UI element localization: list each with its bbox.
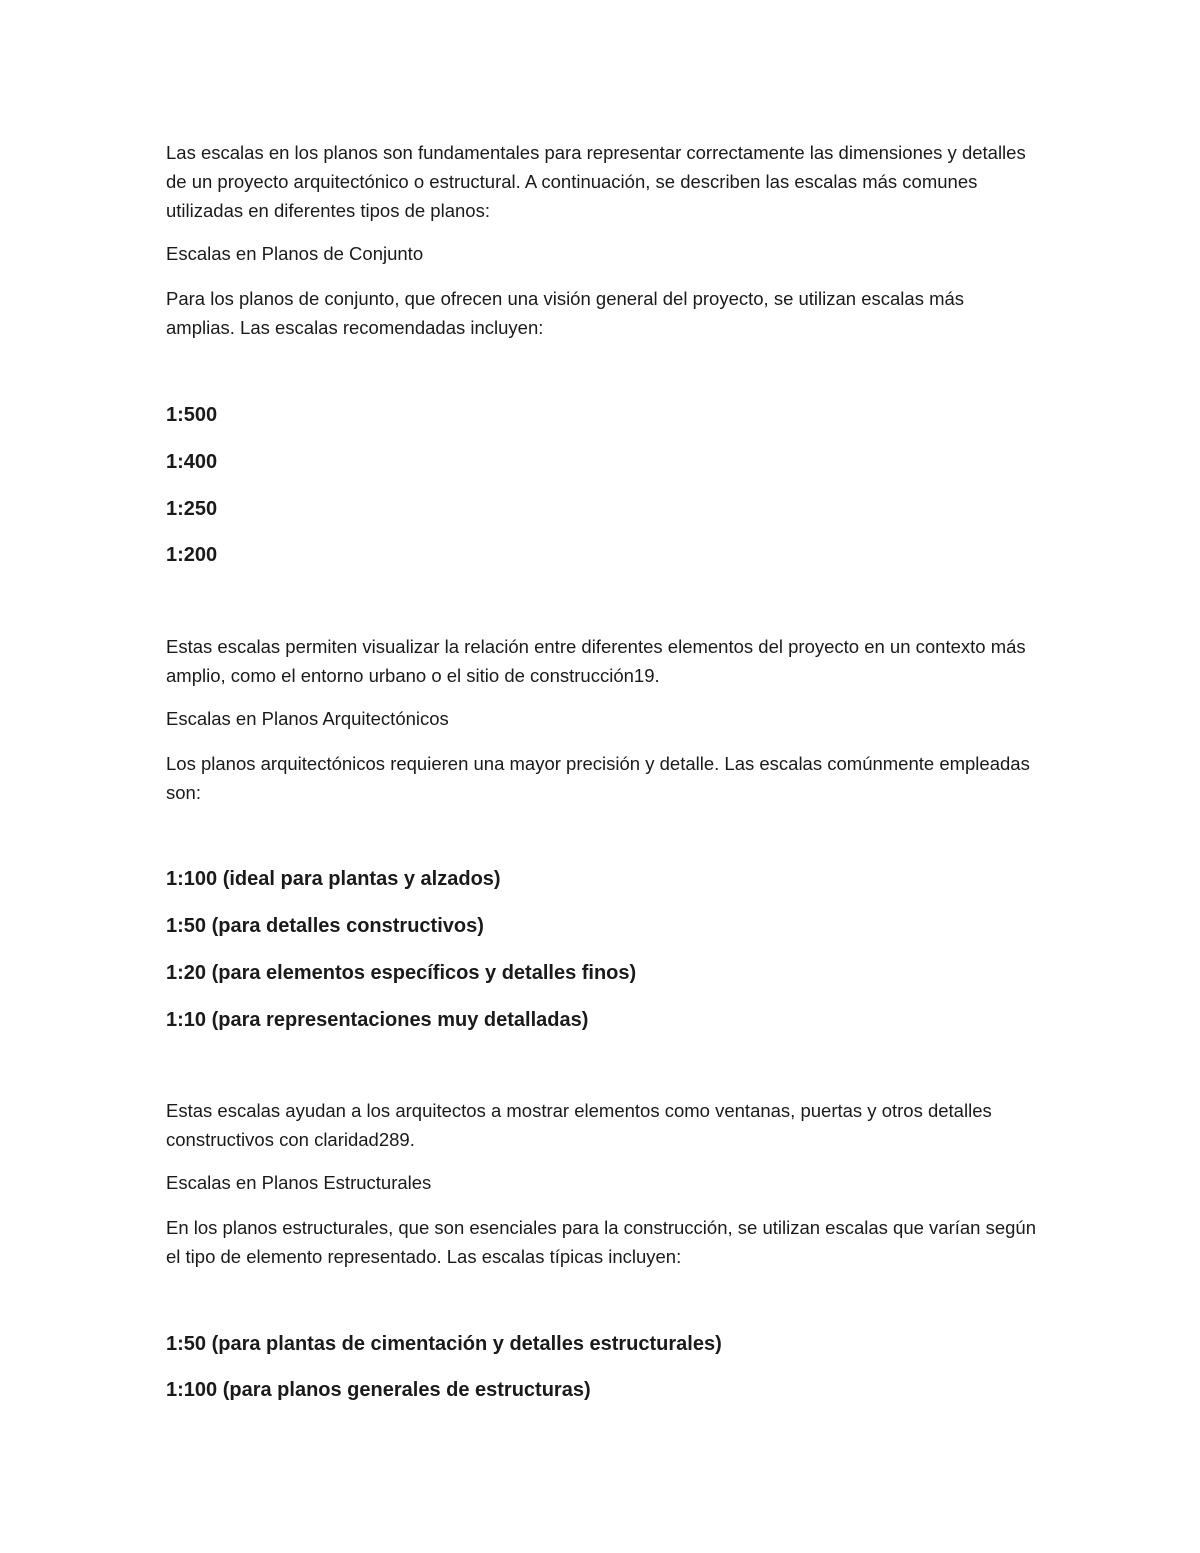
section-note-arquitectonicos: Estas escalas ayudan a los arquitectos a mostrar elementos como ventanas, puertas y otros detalles constructivos con claridad289. (166, 1100, 992, 1150)
section-heading-conjunto: Escalas en Planos de Conjunto (166, 243, 424, 264)
section-description-arquitectonicos: Los planos arquitectónicos requieren una mayor precisión y detalle. Las escalas comúnmente empleadas son: (166, 753, 1030, 803)
section-description-conjunto: Para los planos de conjunto, que ofrecen una visión general del proyecto, se utilizan escalas más amplias. Las escalas recomendadas incluyen: (166, 288, 965, 338)
scale-item: 1:20 (para elementos específicos y detalles finos) (166, 962, 637, 984)
scale-item: 1:50 (para plantas de cimentación y detalles estructurales) (166, 1333, 722, 1355)
scale-item: 1:500 (166, 404, 218, 426)
scale-item: 1:400 (166, 451, 218, 473)
intro-paragraph: Las escalas en los planos son fundamentales para representar correctamente las dimensiones y detalles de un proyecto arquitectónico o estructural. A continuación, se describen las escalas más comunes utilizadas en diferentes tipos de planos: (166, 142, 1026, 221)
scale-item: 1:100 (ideal para plantas y alzados) (166, 868, 501, 890)
section-description-estructurales: En los planos estructurales, que son esenciales para la construcción, se utilizan escalas que varían según el tipo de elemento representado. Las escalas típicas incluyen: (166, 1217, 1037, 1267)
scale-item: 1:50 (para detalles constructivos) (166, 915, 484, 937)
section-note-conjunto: Estas escalas permiten visualizar la relación entre diferentes elementos del proyecto en un contexto más amplio, como el entorno urbano o el sitio de construcción19. (166, 636, 1026, 686)
scale-item: 1:10 (para representaciones muy detalladas) (166, 1009, 589, 1031)
section-heading-estructurales: Escalas en Planos Estructurales (166, 1172, 432, 1193)
scale-item: 1:250 (166, 498, 218, 520)
scale-item: 1:100 (para planos generales de estructuras) (166, 1379, 591, 1401)
scale-item: 1:200 (166, 544, 218, 566)
section-heading-arquitectonicos: Escalas en Planos Arquitectónicos (166, 708, 449, 729)
